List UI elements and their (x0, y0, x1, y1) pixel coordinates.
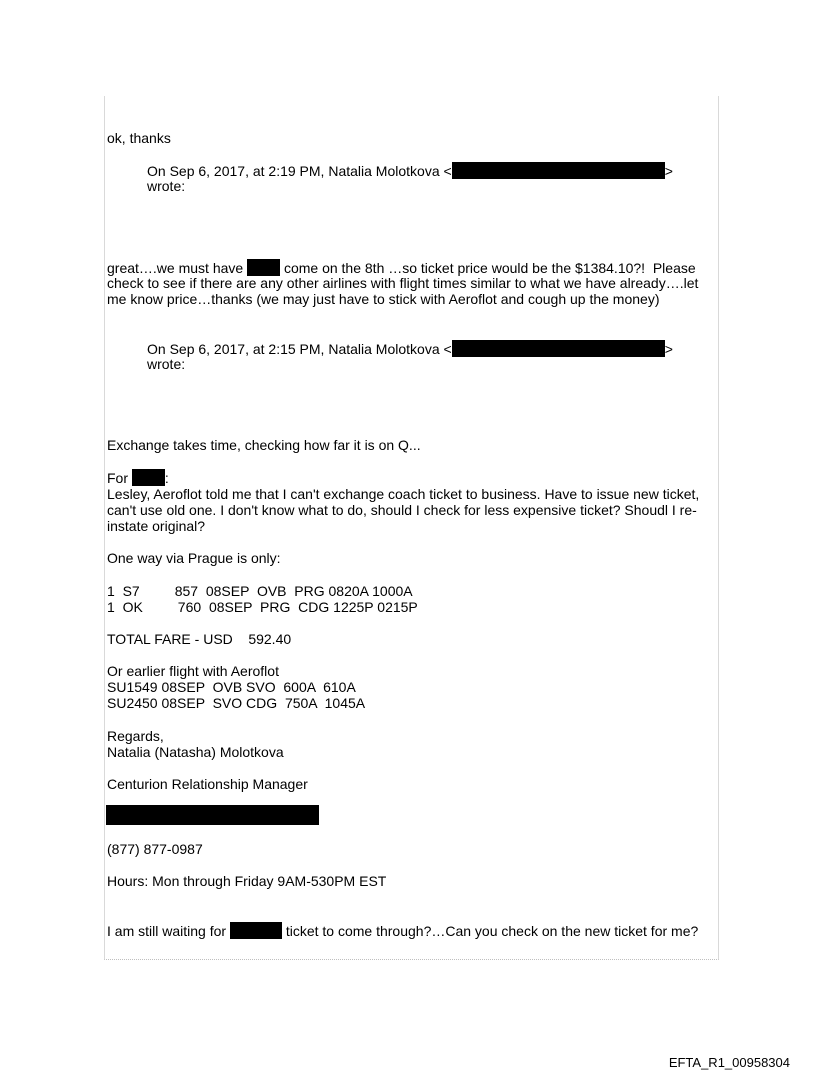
signature-title: Centurion Relationship Manager (107, 776, 308, 792)
redacted-contact-block (106, 805, 319, 825)
aeroflot-intro: Or earlier flight with Aeroflot (107, 663, 279, 679)
msg-3-for-text: For (107, 470, 132, 486)
msg-4 (107, 922, 698, 939)
redacted-name-3 (230, 922, 282, 939)
msg-3-for (107, 469, 169, 486)
msg-3-body-2: can't use old one. I don't know what to do, should I check for less expensive ticket? Shoudl I re- (107, 502, 697, 518)
quote-1-header-text: On Sep 6, 2017, at 2:19 PM, Natalia Molotkova < (147, 163, 452, 179)
redacted-email-2 (452, 340, 665, 357)
msg-4-a: I am still waiting for (107, 923, 230, 939)
msg-3-body-3: instate original? (107, 518, 206, 534)
msg-3-prague: One way via Prague is only: (107, 550, 281, 566)
quote-2-header (147, 340, 673, 357)
reply-ok-thanks: ok, thanks (107, 130, 171, 146)
msg-2-line-1-a: great….we must have (107, 260, 248, 276)
msg-4-b: ticket to come through?…Can you check on the new ticket for me? (281, 923, 699, 939)
msg-3-exchange: Exchange takes time, checking how far it is on Q... (107, 437, 421, 453)
quote-1-header (147, 162, 673, 179)
msg-3-body-1: Lesley, Aeroflot told me that I can't exchange coach ticket to business. Have to issue new ticket, (107, 486, 700, 502)
redacted-name-1 (247, 259, 280, 276)
business-hours: Hours: Mon through Friday 9AM-530PM EST (107, 873, 387, 889)
itinerary-line-2: 1 OK 760 08SEP PRG CDG 1225P 0215P (107, 599, 418, 615)
redacted-email-1 (452, 162, 665, 179)
msg-2-line-2: check to see if there are any other airlines with flight times similar to what we have already….let (107, 275, 699, 291)
msg-2-line-3: me know price…thanks (we may just have to stick with Aeroflot and cough up the money) (107, 291, 660, 307)
msg-2-line-1-b: come on the 8th …so ticket price would be the $1384.10?! Please (280, 260, 696, 276)
aeroflot-flight-1: SU1549 08SEP OVB SVO 600A 610A (107, 679, 356, 695)
aeroflot-flight-2: SU2450 08SEP SVO CDG 750A 1045A (107, 695, 366, 711)
msg-3-for-colon: : (164, 470, 169, 486)
quote-2-close: > (664, 341, 673, 357)
itinerary-line-1: 1 S7 857 08SEP OVB PRG 0820A 1000A (107, 583, 413, 599)
quote-1-wrote: wrote: (147, 178, 186, 194)
regards: Regards, (107, 728, 164, 744)
quote-2-wrote: wrote: (147, 356, 186, 372)
msg-2-line-1 (107, 259, 696, 276)
redacted-name-2 (132, 469, 165, 486)
quote-2-header-text: On Sep 6, 2017, at 2:15 PM, Natalia Molotkova < (147, 341, 452, 357)
total-fare: TOTAL FARE - USD 592.40 (107, 631, 292, 647)
bates-number: EFTA_R1_00958304 (668, 1055, 790, 1070)
signature-name: Natalia (Natasha) Molotkova (107, 744, 284, 760)
quote-1-close: > (664, 163, 673, 179)
phone-number: (877) 877-0987 (107, 841, 203, 857)
